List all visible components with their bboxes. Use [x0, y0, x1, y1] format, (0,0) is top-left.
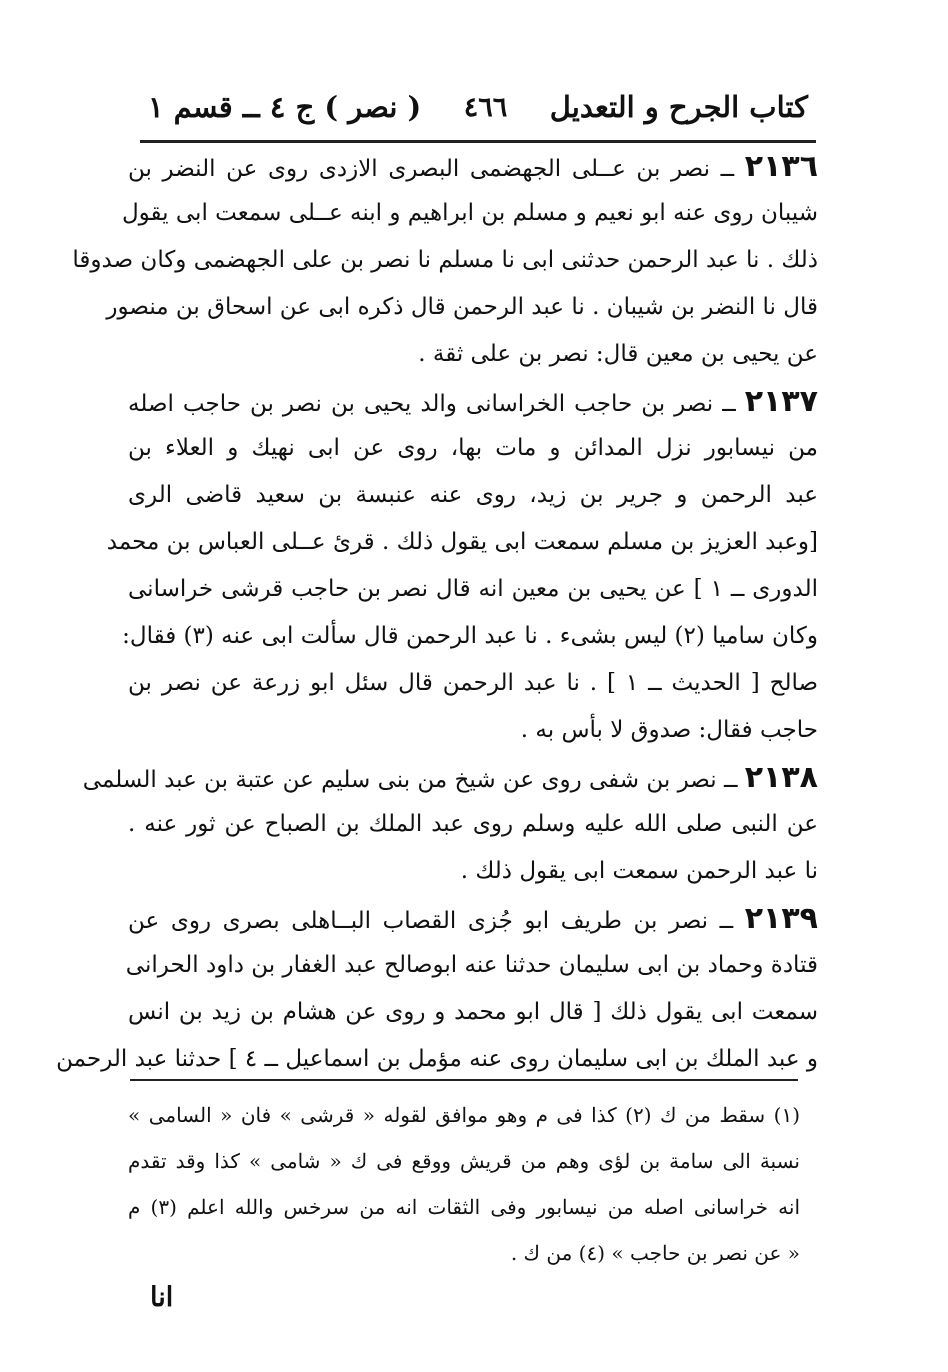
- entries-body: [56, 143, 819, 1083]
- entry-line: وكان ساميا (٢) ليس بشىء . نا عبد الرحمن قال سألت ابى عنه (٣) فقال:: [122, 623, 818, 649]
- entry-line: عن النبى صلى الله عليه وسلم روى عبد الملك بن الصباح عن ثور عنه .: [128, 811, 818, 837]
- entry-number: ٢١٣٨: [744, 760, 818, 795]
- entry-line: صالح [ الحديث ــ ١ ] . نا عبد الرحمن قال سئل ابو زرعة عن نصر بن: [128, 670, 818, 696]
- entry-line: [128, 895, 818, 942]
- entry-line: من نيسابور نزل المدائن و مات بها، روى عن ابى نهيك و العلاء بن: [128, 435, 818, 461]
- entry-line: الدورى ــ ١ ] عن يحيى بن معين انه قال نصر بن حاجب قرشى خراسانى: [128, 576, 818, 602]
- entry-2139: [56, 895, 818, 1083]
- entry-2136: [72, 143, 819, 378]
- footnote-line: نسبة الى سامة بن لؤى وهم من قريش ووقع فى ك « شامى » كذا وقد تقدم: [128, 1149, 800, 1173]
- footnote-divider: [130, 1079, 798, 1081]
- page-number: ٤٦٦: [463, 91, 508, 123]
- entry-number: ٢١٣٩: [744, 901, 818, 936]
- entry-line: و عبد الملك بن ابى سليمان روى عنه مؤمل بن اسماعيل ــ ٤ ] حدثنا عبد الرحمن: [56, 1046, 818, 1072]
- entry-line: ذلك . نا عبد الرحمن حدثنى ابى نا مسلم نا نصر بن على الجهضمى وكان صدوقا: [72, 247, 818, 273]
- entry-text: ــ نصر بن حاجب الخراسانى والد يحيى بن نصر بن حاجب اصله: [128, 391, 736, 417]
- entry-line: عبد الرحمن و جرير بن زيد، روى عنه عنبسة بن سعيد قاضى الرى: [128, 482, 818, 508]
- entry-2137: [106, 378, 818, 754]
- entry-line: سمعت ابى يقول ذلك [ قال ابو محمد و روى عن هشام بن زيد بن انس: [128, 999, 818, 1025]
- signature-mark: انا: [150, 1282, 174, 1313]
- entry-line: [82, 754, 818, 801]
- section-label: ( نصر ) ج ٤ ــ قسم ١: [148, 90, 422, 124]
- entry-line: شيبان روى عنه ابو نعيم و مسلم بن ابراهيم و ابنه عــلى سمعت ابى يقول: [121, 200, 818, 226]
- footnote-line: (١) سقط من ك (٢) كذا فى م وهو موافق لقوله « قرشى » فان « السامى »: [128, 1103, 800, 1127]
- entry-line: [128, 143, 818, 190]
- entry-line: [128, 378, 818, 425]
- entry-line: [وعبد العزيز بن مسلم سمعت ابى يقول ذلك . قرئ عــلى العباس بن محمد: [106, 529, 818, 555]
- entry-text: ــ نصر بن شفى روى عن شيخ من بنى سليم عن عتبة بن عبد السلمى: [82, 767, 738, 793]
- entry-text: ــ نصر بن طريف ابو جُزى القصاب البــاهلى بصرى روى عن: [128, 908, 734, 934]
- book-title: كتاب الجرح و التعديل: [549, 90, 808, 124]
- footnotes: [128, 1092, 800, 1276]
- entry-2138: [82, 754, 818, 895]
- entry-line: نا عبد الرحمن سمعت ابى يقول ذلك .: [460, 858, 818, 884]
- page-header: [148, 82, 808, 132]
- footnote-line: انه خراسانى اصله من نيسابور وفى الثقات انه من سرخس والله اعلم (٣) م: [128, 1195, 800, 1219]
- entry-line: قال نا النضر بن شيبان . نا عبد الرحمن قال ذكره ابى عن اسحاق بن منصور: [106, 294, 818, 320]
- entry-line: عن يحيى بن معين قال: نصر بن على ثقة .: [418, 341, 818, 367]
- entry-number: ٢١٣٦: [744, 149, 819, 184]
- entry-text: ــ نصر بن عــلى الجهضمى البصرى الازدى روى عن النضر بن: [128, 156, 735, 182]
- entry-line: حاجب فقال: صدوق لا بأس به .: [520, 717, 818, 743]
- entry-number: ٢١٣٧: [744, 384, 818, 419]
- footnote-line: « عن نصر بن حاجب » (٤) من ك .: [510, 1241, 800, 1265]
- entry-line: قتادة وحماد بن ابى سليمان حدثنا عنه ابوصالح عبد الغفار بن داود الحرانى: [125, 952, 818, 978]
